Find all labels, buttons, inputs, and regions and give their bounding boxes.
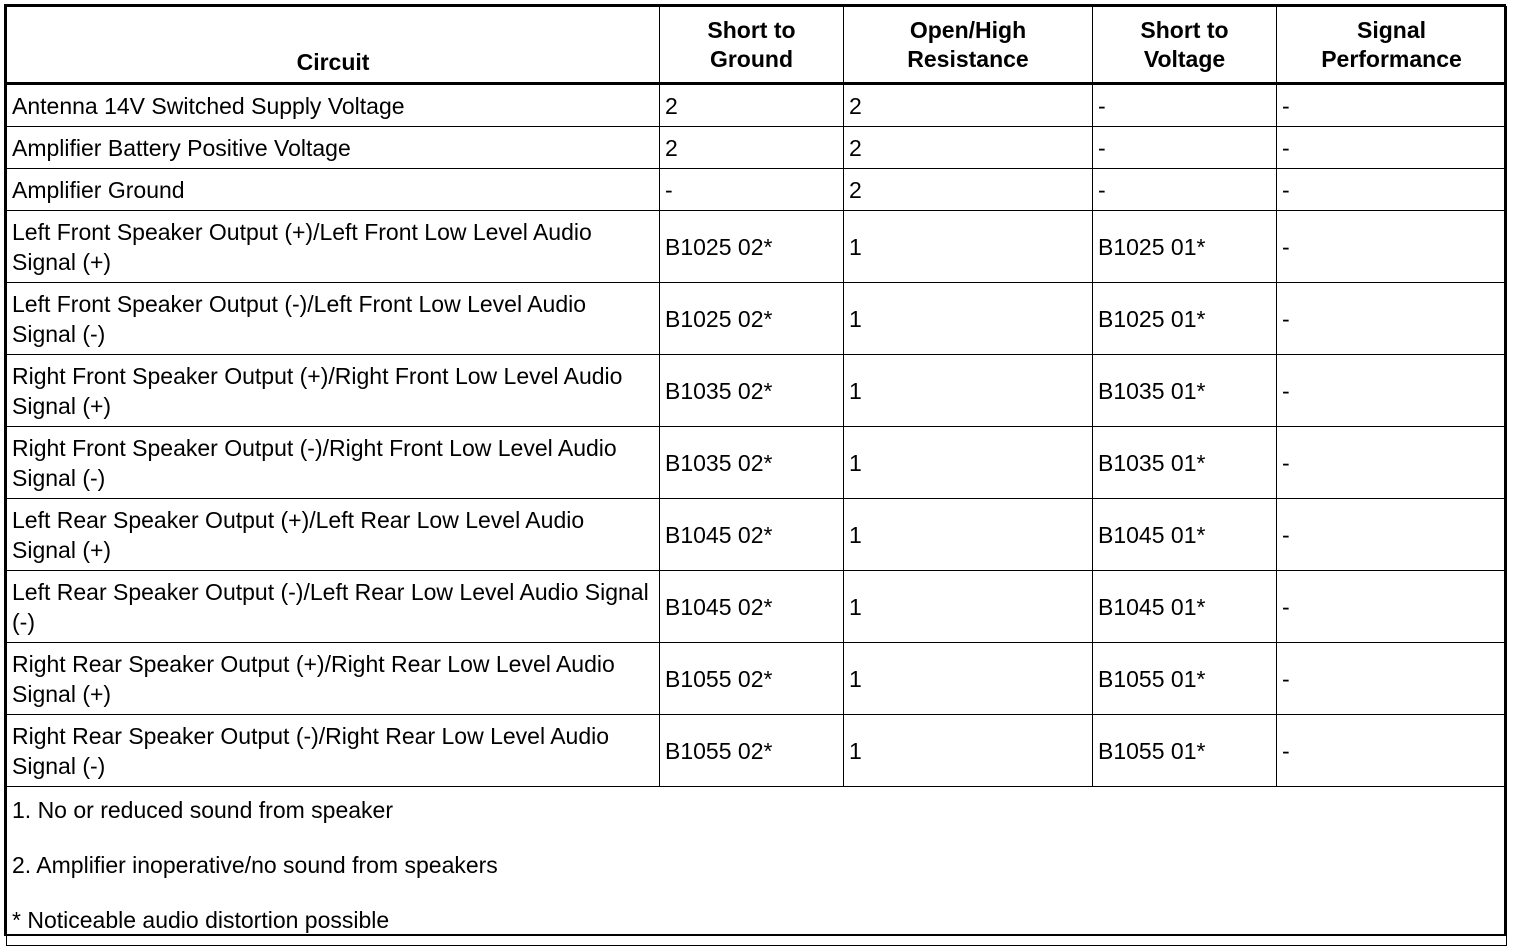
short-to-ground-cell: B1045 02*	[660, 499, 844, 571]
short-to-ground-cell: B1035 02*	[660, 355, 844, 427]
table-row	[7, 499, 1507, 571]
header-circuit: Circuit	[7, 7, 660, 84]
table-row	[7, 355, 1507, 427]
open-high-resistance-cell: 2	[844, 84, 1093, 127]
table-row	[7, 211, 1507, 283]
signal-performance-cell: -	[1277, 169, 1507, 211]
signal-performance-cell: -	[1277, 643, 1507, 715]
short-to-ground-cell: B1045 02*	[660, 571, 844, 643]
signal-performance-cell: -	[1277, 211, 1507, 283]
table-row	[7, 715, 1507, 787]
short-to-ground-cell: B1025 02*	[660, 283, 844, 355]
open-high-resistance-cell: 2	[844, 127, 1093, 169]
open-high-resistance-cell: 1	[844, 283, 1093, 355]
short-to-voltage-cell: -	[1093, 84, 1277, 127]
short-to-voltage-cell: -	[1093, 169, 1277, 211]
header-short-to-voltage: Short to Voltage	[1093, 7, 1277, 84]
table-row	[7, 283, 1507, 355]
open-high-resistance-cell: 1	[844, 355, 1093, 427]
circuit-cell: Left Rear Speaker Output (-)/Left Rear Low Level Audio Signal (-)	[7, 571, 660, 643]
open-high-resistance-cell: 1	[844, 571, 1093, 643]
table-row	[7, 169, 1507, 211]
circuit-diagnostic-table	[6, 6, 1507, 946]
circuit-cell: Amplifier Battery Positive Voltage	[7, 127, 660, 169]
short-to-voltage-cell: B1025 01*	[1093, 283, 1277, 355]
header-signal-performance: Signal Performance	[1277, 7, 1507, 84]
short-to-ground-cell: B1035 02*	[660, 427, 844, 499]
short-to-ground-cell: 2	[660, 84, 844, 127]
circuit-cell: Left Front Speaker Output (-)/Left Front Low Level Audio Signal (-)	[7, 283, 660, 355]
signal-performance-cell: -	[1277, 571, 1507, 643]
circuit-cell: Antenna 14V Switched Supply Voltage	[7, 84, 660, 127]
note-asterisk: * Noticeable audio distortion possible	[12, 907, 390, 933]
notes-cell	[7, 787, 1507, 946]
short-to-voltage-cell: B1055 01*	[1093, 715, 1277, 787]
signal-performance-cell: -	[1277, 355, 1507, 427]
circuit-cell: Amplifier Ground	[7, 169, 660, 211]
note-1: 1. No or reduced sound from speaker	[12, 797, 393, 823]
table-row	[7, 127, 1507, 169]
open-high-resistance-cell: 1	[844, 715, 1093, 787]
short-to-voltage-cell: B1055 01*	[1093, 643, 1277, 715]
open-high-resistance-cell: 2	[844, 169, 1093, 211]
short-to-voltage-cell: B1035 01*	[1093, 355, 1277, 427]
short-to-voltage-cell: B1035 01*	[1093, 427, 1277, 499]
circuit-cell: Left Rear Speaker Output (+)/Left Rear Low Level Audio Signal (+)	[7, 499, 660, 571]
short-to-ground-cell: B1025 02*	[660, 211, 844, 283]
table-row	[7, 427, 1507, 499]
open-high-resistance-cell: 1	[844, 211, 1093, 283]
short-to-voltage-cell: B1045 01*	[1093, 571, 1277, 643]
open-high-resistance-cell: 1	[844, 499, 1093, 571]
short-to-voltage-cell: B1045 01*	[1093, 499, 1277, 571]
table-row	[7, 643, 1507, 715]
short-to-ground-cell: -	[660, 169, 844, 211]
circuit-cell: Right Front Speaker Output (-)/Right Front Low Level Audio Signal (-)	[7, 427, 660, 499]
open-high-resistance-cell: 1	[844, 427, 1093, 499]
short-to-voltage-cell: B1025 01*	[1093, 211, 1277, 283]
signal-performance-cell: -	[1277, 127, 1507, 169]
header-short-to-ground: Short to Ground	[660, 7, 844, 84]
circuit-cell: Right Rear Speaker Output (-)/Right Rear Low Level Audio Signal (-)	[7, 715, 660, 787]
table-row	[7, 84, 1507, 127]
signal-performance-cell: -	[1277, 427, 1507, 499]
signal-performance-cell: -	[1277, 84, 1507, 127]
table-row	[7, 571, 1507, 643]
circuit-cell: Left Front Speaker Output (+)/Left Front Low Level Audio Signal (+)	[7, 211, 660, 283]
header-row	[7, 7, 1507, 84]
short-to-ground-cell: B1055 02*	[660, 715, 844, 787]
short-to-ground-cell: 2	[660, 127, 844, 169]
note-2: 2. Amplifier inoperative/no sound from speakers	[12, 852, 498, 878]
signal-performance-cell: -	[1277, 283, 1507, 355]
header-open-high-resistance: Open/High Resistance	[844, 7, 1093, 84]
short-to-ground-cell: B1055 02*	[660, 643, 844, 715]
signal-performance-cell: -	[1277, 499, 1507, 571]
circuit-cell: Right Front Speaker Output (+)/Right Front Low Level Audio Signal (+)	[7, 355, 660, 427]
short-to-voltage-cell: -	[1093, 127, 1277, 169]
open-high-resistance-cell: 1	[844, 643, 1093, 715]
signal-performance-cell: -	[1277, 715, 1507, 787]
notes-row	[7, 787, 1507, 946]
circuit-cell: Right Rear Speaker Output (+)/Right Rear Low Level Audio Signal (+)	[7, 643, 660, 715]
